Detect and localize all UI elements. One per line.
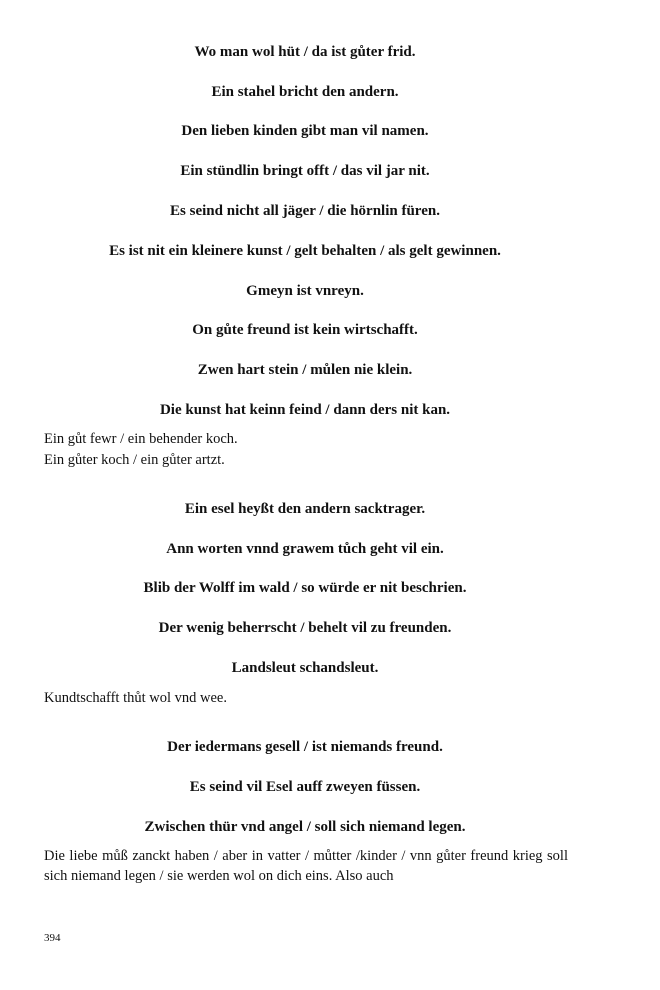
proverb-heading: Es seind nicht all jäger / die hörnlin füren.: [170, 203, 440, 219]
proverb-heading: Landsleut schandsleut.: [231, 660, 379, 676]
proverb-heading: Wo man wol hüt / da ist gůter frid.: [194, 44, 416, 60]
proverb-heading: Der wenig beherrscht / behelt vil zu freunden.: [158, 620, 452, 636]
commentary-line: Ein gůt fewr / ein behender koch.: [44, 431, 238, 447]
proverb-heading: Den lieben kinden gibt man vil namen.: [181, 123, 429, 139]
commentary-line: Kundtschafft thůt wol vnd wee.: [44, 690, 227, 706]
proverb-heading: Ein stahel bricht den andern.: [211, 84, 399, 100]
proverb-heading: Blib der Wolff im wald / so würde er nit beschrien.: [143, 580, 467, 596]
proverb-heading: Ann worten vnnd grawem tůch geht vil ein.: [166, 541, 444, 557]
proverb-heading: Zwen hart stein / můlen nie klein.: [197, 362, 413, 378]
proverb-heading: Ein stündlin bringt offt / das vil jar nit.: [180, 163, 430, 179]
commentary-line: Ein gůter koch / ein gůter artzt.: [44, 452, 225, 468]
proverb-heading: Ein esel heyßt den andern sacktrager.: [184, 501, 426, 517]
proverb-heading: Zwischen thür vnd angel / soll sich niemand legen.: [144, 819, 466, 835]
proverb-heading: Gmeyn ist vnreyn.: [246, 283, 364, 299]
proverb-heading: Die kunst hat keinn feind / dann ders nit kan.: [159, 402, 451, 418]
commentary-paragraph: Die liebe můß zanckt haben / aber in vatter / můtter /kinder / vnn gůter freund krieg soll sich niemand legen / sie werden wol on dich eins. Also auch: [44, 848, 568, 884]
proverb-heading: Es seind vil Esel auff zweyen füssen.: [189, 779, 421, 795]
proverb-heading: On gůte freund ist kein wirtschafft.: [192, 322, 418, 338]
proverb-heading: Der iedermans gesell / ist niemands freund.: [167, 739, 443, 755]
page-number: 394: [44, 932, 61, 944]
proverb-heading: Es ist nit ein kleinere kunst / gelt behalten / als gelt gewinnen.: [109, 243, 501, 259]
